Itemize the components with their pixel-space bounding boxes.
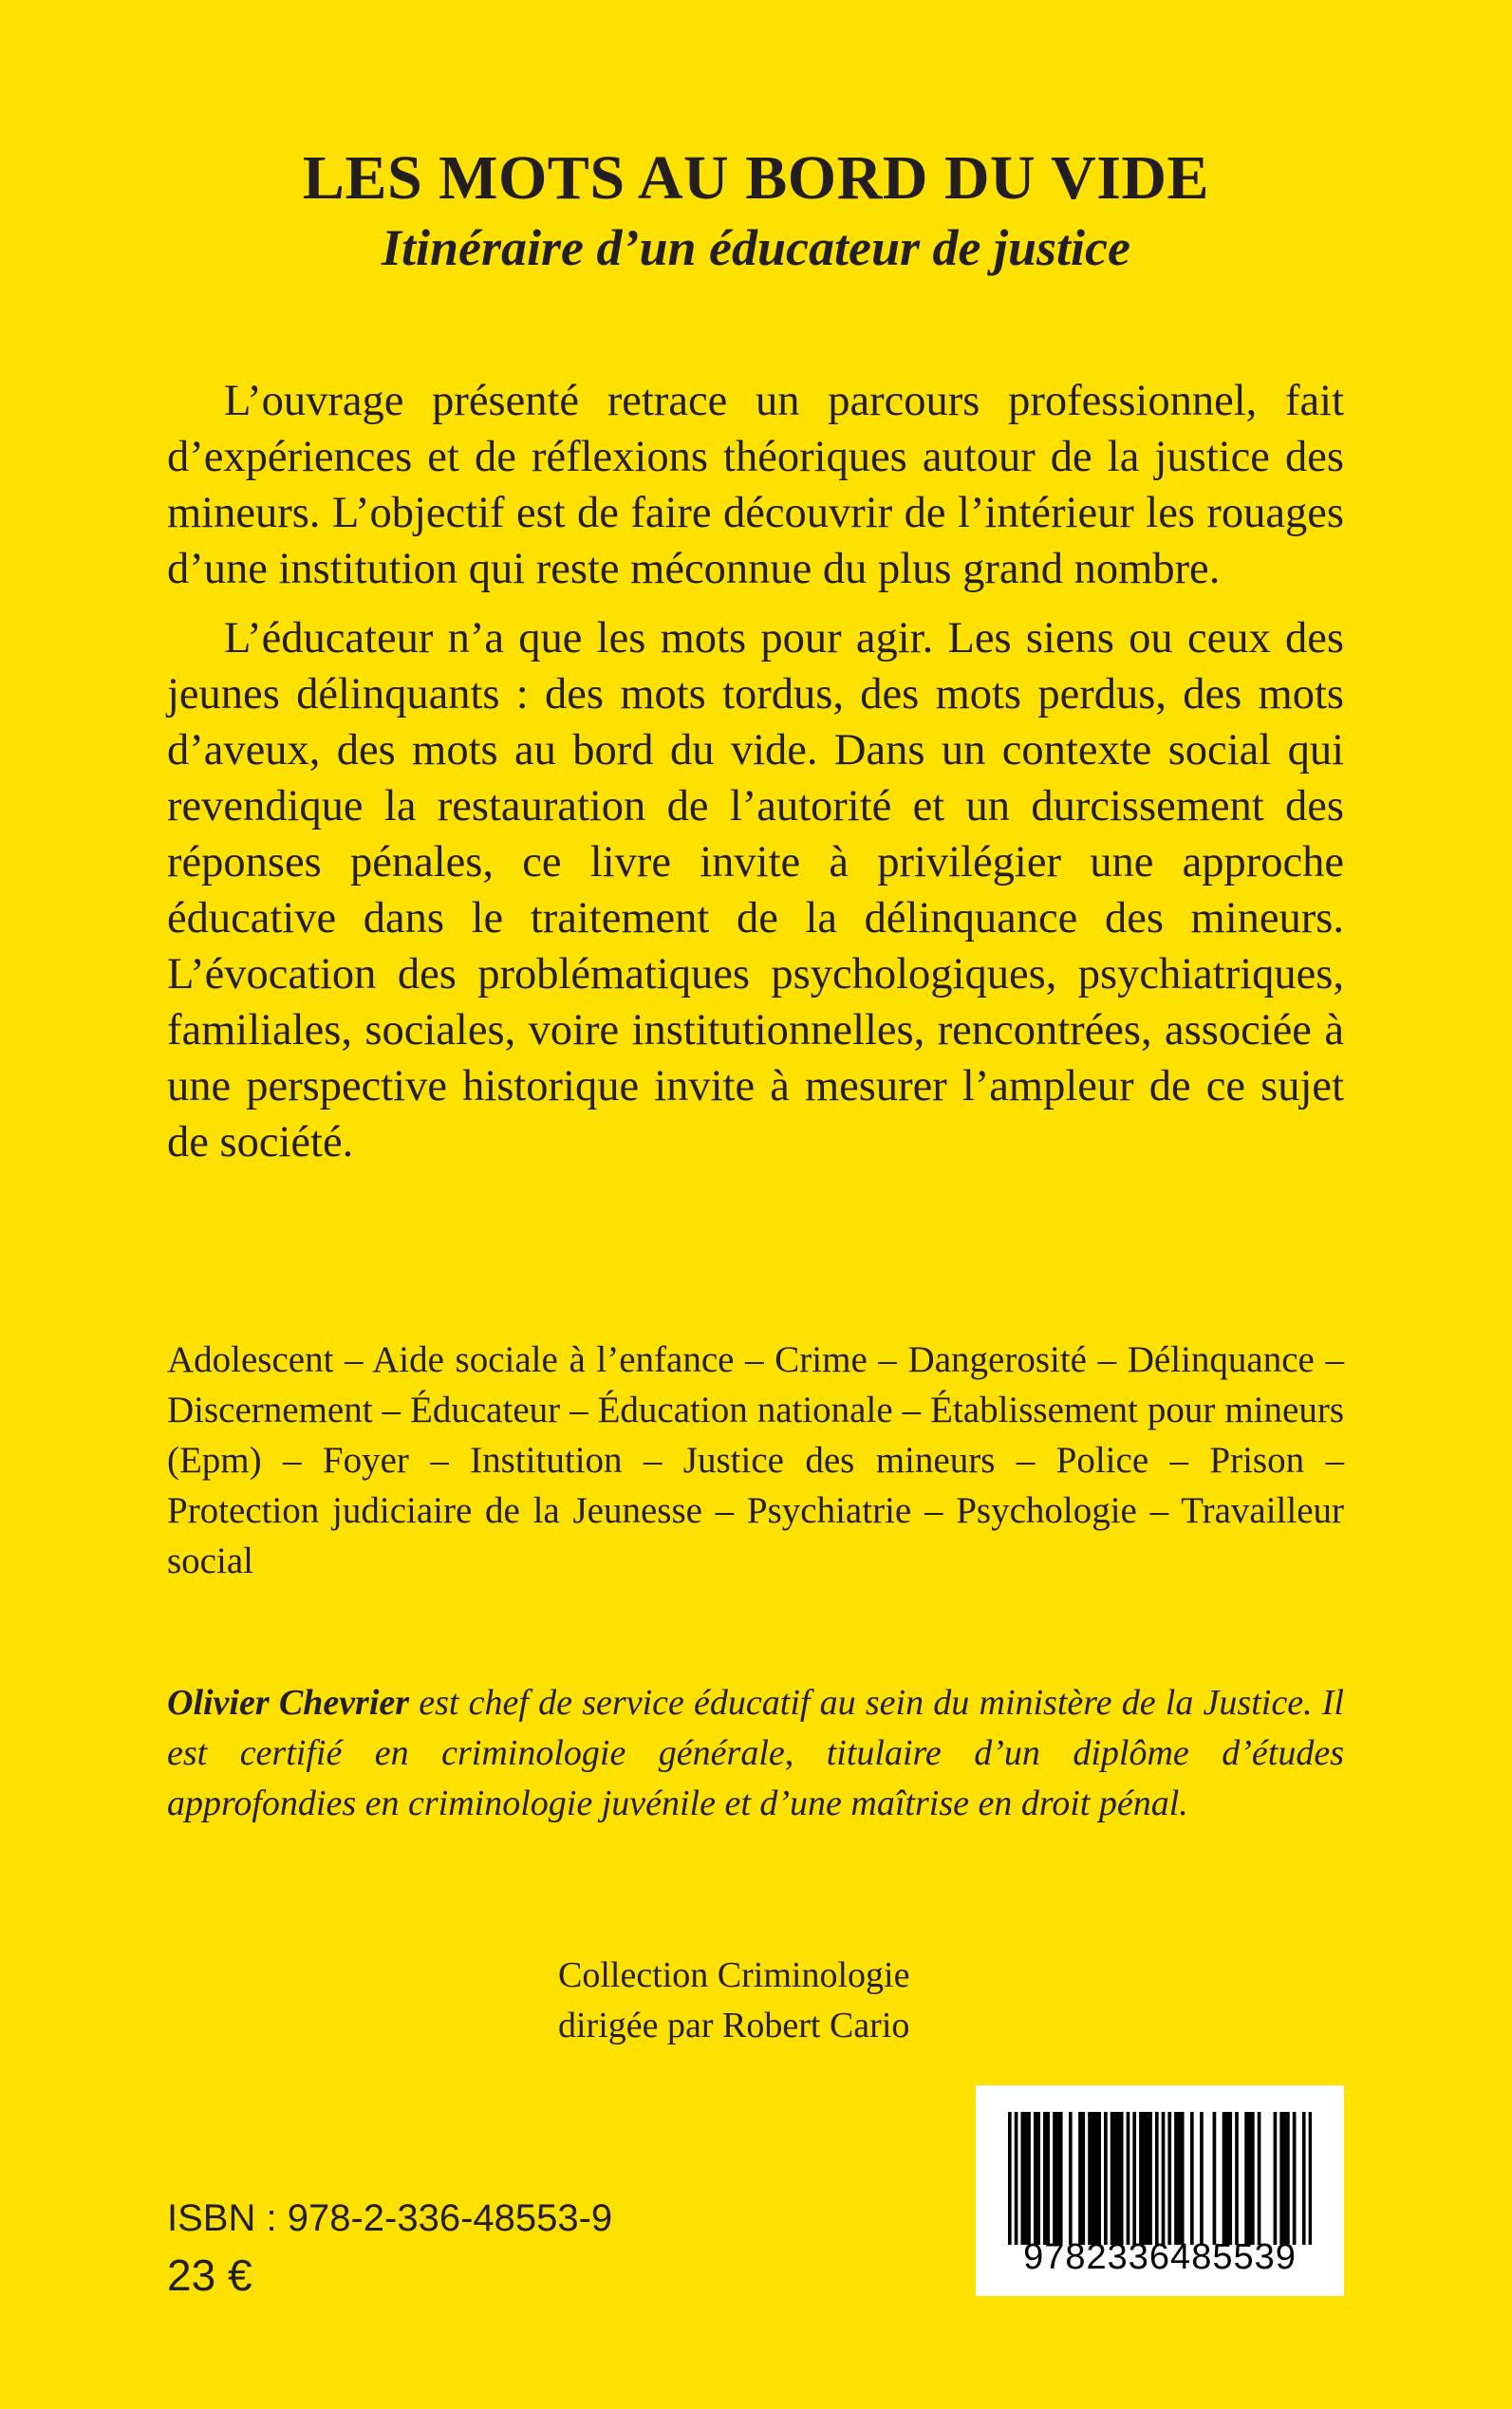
collection-director: dirigée par Robert Cario (558, 2006, 910, 2045)
barcode-bar (1094, 2112, 1098, 2245)
barcode-number: 9782336485539 (1023, 2237, 1297, 2277)
barcode-bar (1148, 2112, 1152, 2245)
collection-name: Collection Criminologie (558, 1955, 910, 1995)
barcode-bar (1046, 2112, 1050, 2245)
barcode-bar (1162, 2112, 1166, 2245)
barcode-bar (1088, 2112, 1092, 2245)
barcode-bar (1024, 2112, 1028, 2245)
barcode-bar (1146, 2112, 1149, 2245)
barcode-bar (1127, 2112, 1130, 2245)
barcode (976, 2085, 1344, 2296)
barcode-bar (1251, 2112, 1255, 2245)
isbn: ISBN : 978-2-336-48553-9 (167, 2197, 613, 2239)
barcode-bar (1059, 2112, 1063, 2245)
barcode-bar (1167, 2112, 1171, 2245)
barcode-bar (1113, 2112, 1117, 2245)
barcode-bar (1104, 2112, 1108, 2245)
barcode-bar (1132, 2112, 1136, 2245)
barcode-bar (1200, 2112, 1204, 2245)
blurb-paragraph-2: L’éducateur n’a que les mots pour agir. Les siens ou ceux des jeunes délinquants : des mots tordus, des mots perdus, des mots d’aveux, des mots au bord du vide. Dans un contexte social qui revendique la restauration de l’autorité et un durcissement des réponses pénales, ce livre invite à privilégier une approche éducative dans le traitement de la délinquance des mineurs. L’évocation des problématiques psychologiques, psychiatriques, familiales, sociales, voire institutionnelles, rencontrées, associée à une perspective historique invite à mesurer l’ampleur de ce sujet de société. (167, 614, 1344, 1167)
barcode-bar (1008, 2112, 1012, 2245)
barcode-bars (1008, 2112, 1312, 2245)
barcode-bar (1258, 2112, 1261, 2245)
barcode-bar (1078, 2112, 1082, 2245)
barcode-bar (1034, 2112, 1037, 2245)
barcode-bar (1015, 2112, 1018, 2245)
barcode-bar (1092, 2112, 1095, 2245)
author-bio (167, 1678, 1344, 1829)
barcode-bar (1081, 2112, 1085, 2245)
barcode-bar (1020, 2112, 1024, 2245)
blurb-paragraph-1: L’ouvrage présenté retrace un parcours professionnel, fait d’expériences et de réflexions théoriques autour de la justice des mineurs. L’objectif est de faire découvrir de l’intérieur les rouages d’une institution qui reste méconnue du plus grand nombre. (167, 377, 1344, 593)
barcode-bar (1213, 2112, 1217, 2245)
book-subtitle: Itinéraire d’un éducateur de justice (381, 219, 1130, 276)
barcode-bar (1293, 2112, 1297, 2245)
price: 23 € (167, 2250, 252, 2300)
barcode-bar (1279, 2112, 1283, 2245)
barcode-bar (1174, 2112, 1178, 2245)
collection-info (558, 1951, 909, 2051)
barcode-bar (1142, 2112, 1146, 2245)
barcode-bar (1043, 2112, 1047, 2245)
barcode-bar (1117, 2112, 1121, 2245)
barcode-bar (1111, 2112, 1114, 2245)
barcode-bar (1274, 2112, 1278, 2245)
barcode-bar (1235, 2112, 1239, 2245)
book-title: LES MOTS AU BORD DU VIDE (302, 143, 1210, 213)
barcode-bar (1309, 2112, 1312, 2245)
barcode-bar (1228, 2112, 1232, 2245)
author-bio-text: est chef de service éducatif au sein du ministère de la Justice. Il est certifié en criminologie générale, titulaire d’un diplôme d’études approfondies en criminologie juvénile et d’une maîtrise en droit pénal. (167, 1683, 1344, 1823)
barcode-bar (1223, 2112, 1226, 2245)
barcode-bar (1069, 2112, 1073, 2245)
barcode-bar (1225, 2112, 1229, 2245)
barcode-bar (1139, 2112, 1143, 2245)
barcode-bar (1036, 2112, 1040, 2245)
barcode-bar (1097, 2112, 1101, 2245)
barcode-bar (1053, 2112, 1056, 2245)
barcode-bar (1155, 2112, 1159, 2245)
barcode-bar (1178, 2112, 1182, 2245)
barcode-bar (1286, 2112, 1290, 2245)
barcode-bar (1056, 2112, 1060, 2245)
blurb (167, 373, 1344, 1170)
author-name: Olivier Chevrier (167, 1683, 410, 1723)
barcode-bar (1248, 2112, 1252, 2245)
barcode-bar (1190, 2112, 1194, 2245)
barcode-bar (1027, 2112, 1031, 2245)
barcode-bar (1244, 2112, 1248, 2245)
keywords: Adolescent – Aide sociale à l’enfance – Crime – Dangerosité – Délinquance – Discernement – Éducateur – Éducation nationale – Établissement pour mineurs (Epm) – Foyer – Institution – Justice des mineurs – Police – Prison – Protection judiciaire de la Jeunesse – Psychiatrie – Psychologie – Travailleur social (167, 1339, 1344, 1581)
barcode-bar (1181, 2112, 1185, 2245)
barcode-bar (1302, 2112, 1306, 2245)
barcode-bar (1120, 2112, 1124, 2245)
barcode-bar (1283, 2112, 1287, 2245)
